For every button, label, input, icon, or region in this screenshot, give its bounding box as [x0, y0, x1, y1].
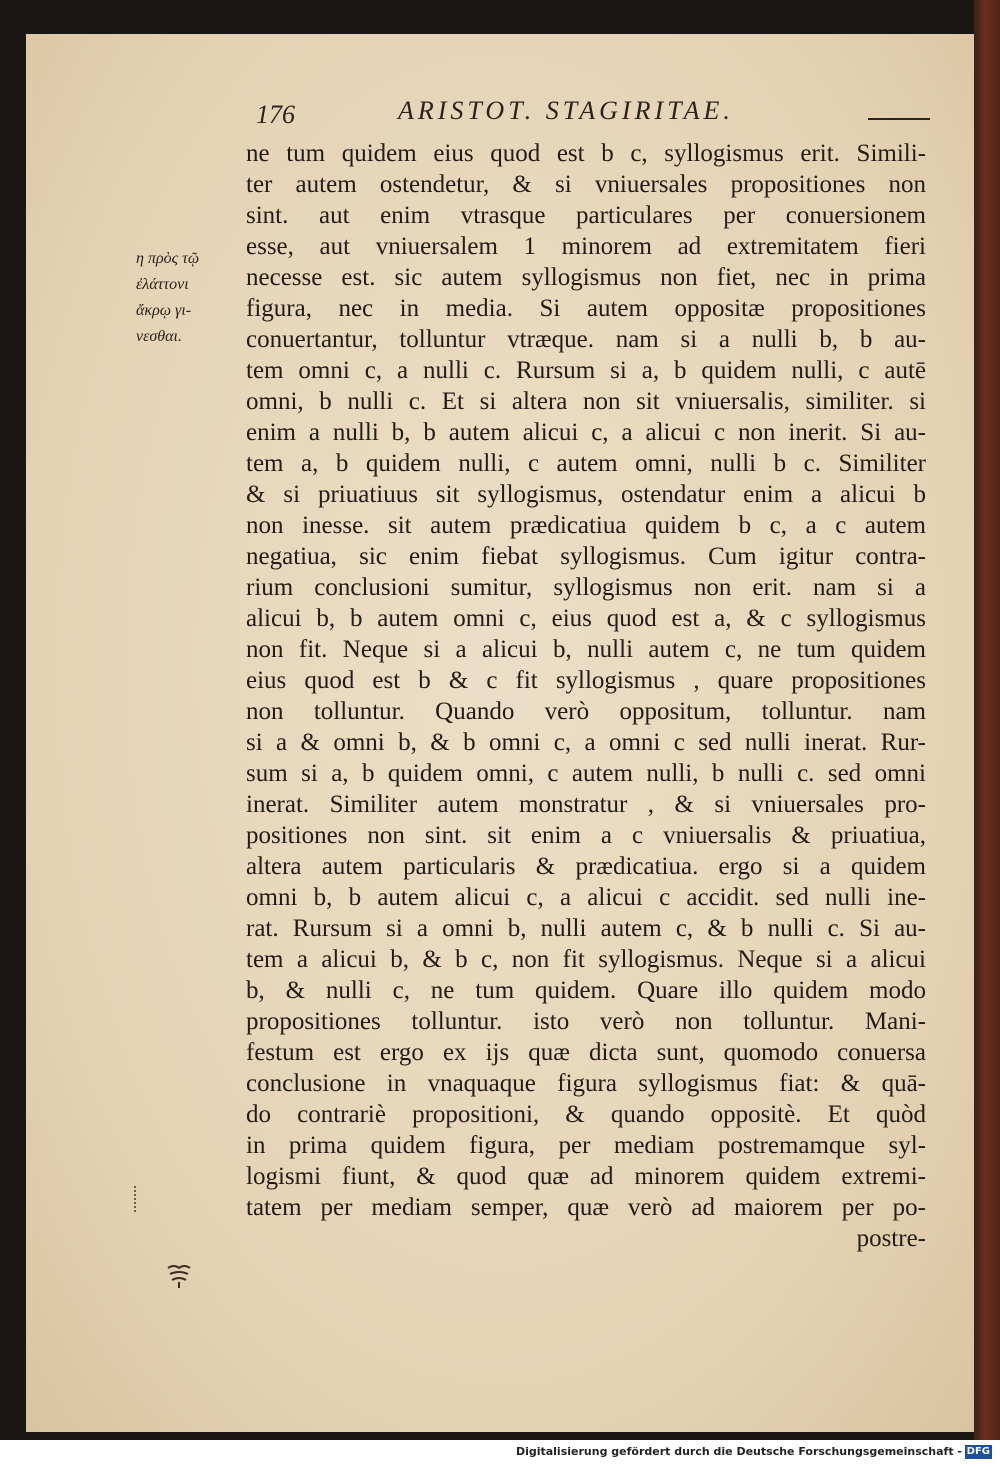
page-number: 176: [256, 100, 295, 129]
book-spine: [974, 0, 1000, 1440]
text-line: omni, b nulli c. Et si altera non sit vniuersalis, similiter. si: [246, 388, 926, 415]
text-line: altera autem particularis & prædicatiua. ergo si a quidem: [246, 853, 926, 880]
footer-credit: Digitalisierung gefördert durch die Deutsche Forschungsgemeinschaft -: [515, 1445, 962, 1458]
marginal-line: ἐλάττονι: [136, 276, 189, 293]
text-line: sint. aut enim vtrasque particulares per conuersionem: [246, 202, 926, 229]
text-line: rium conclusioni sumitur, syllogismus non erit. nam si a: [246, 574, 926, 601]
marginal-note: [136, 246, 236, 350]
text-line: positiones non sint. sit enim a c vniuersalis & priuatiua,: [246, 822, 926, 849]
text-line: eius quod est b & c fit syllogismus , quare propositiones: [246, 667, 926, 694]
text-line: enim a nulli b, b autem alicui c, a alicui c non inerit. Si au-: [246, 419, 926, 446]
text-line: negatiua, sic enim fiebat syllogismus. Cum igitur contra-: [246, 543, 926, 570]
text-line: do contrariè propositioni, & quando oppositè. Et quòd: [246, 1101, 926, 1128]
text-line: b, & nulli c, ne tum quidem. Quare illo quidem modo: [246, 977, 926, 1004]
text-line: logismi fiunt, & quod quæ ad minorem quidem extremi-: [246, 1163, 926, 1190]
text-line: in prima quidem figura, per mediam postremamque syl-: [246, 1132, 926, 1159]
text-line: alicui b, b autem omni c, eius quod est a, & c syllogismus: [246, 605, 926, 632]
text-line: figura, nec in media. Si autem oppositæ propositiones: [246, 295, 926, 322]
marginal-line: η πρὸς τῷ: [136, 250, 200, 267]
text-line: ter autem ostendetur, & si vniuersales propositiones non: [246, 171, 926, 198]
text-line: tem a alicui b, & b c, non fit syllogismus. Neque si a alicui: [246, 946, 926, 973]
digitization-footer: [0, 1440, 1000, 1467]
text-line: ne tum quidem eius quod est b c, syllogismus erit. Simili-: [246, 140, 926, 167]
text-line: conclusione in vnaquaque figura syllogismus fiat: & quā-: [246, 1070, 926, 1097]
text-line: non fit. Neque si a alicui b, nulli autem c, ne tum quidem: [246, 636, 926, 663]
margin-pencil-mark: [134, 1186, 142, 1212]
catchword: postre-: [856, 1225, 926, 1252]
header-rule: [868, 118, 930, 120]
text-line: tem omni c, a nulli c. Rursum si a, b quidem nulli, c autē: [246, 357, 926, 384]
ornament-icon: [166, 1262, 192, 1290]
text-line: sum si a, b quidem omni, c autem nulli, b nulli c. sed omni: [246, 760, 926, 787]
text-line: rat. Rursum si a omni b, nulli autem c, & b nulli c. Si au-: [246, 915, 926, 942]
text-line: non tolluntur. Quando verò oppositum, tolluntur. nam: [246, 698, 926, 725]
text-line: & si priuatiuus sit syllogismus, ostendatur enim a alicui b: [246, 481, 926, 508]
text-line: propositiones tolluntur. isto verò non tolluntur. Mani-: [246, 1008, 926, 1035]
text-line: festum est ergo ex ijs quæ dicta sunt, quomodo conuersa: [246, 1039, 926, 1066]
text-line: omni b, b autem alicui c, a alicui c accidit. sed nulli ine-: [246, 884, 926, 911]
running-title: ARISTOT. STAGIRITAE.: [398, 96, 734, 125]
marginal-line: νεσθαι.: [136, 328, 182, 345]
text-line: inerat. Similiter autem monstratur , & si vniuersales pro-: [246, 791, 926, 818]
text-line: non inesse. sit autem prædicatiua quidem b c, a c autem: [246, 512, 926, 539]
text-line: esse, aut vniuersalem 1 minorem ad extremitatem fieri: [246, 233, 926, 260]
text-line: si a & omni b, & b omni c, a omni c sed nulli inerat. Rur-: [246, 729, 926, 756]
text-line: tatem per mediam semper, quæ verò ad maiorem per po-: [246, 1194, 926, 1221]
marginal-line: ἄκρῳ γι-: [136, 302, 192, 319]
text-line: necesse est. sic autem syllogismus non fiet, nec in prima: [246, 264, 926, 291]
dfg-logo-icon: DFG: [966, 1446, 990, 1457]
page-header: [256, 96, 946, 136]
body-text: [246, 138, 926, 1254]
text-line: conuertantur, tolluntur vtræque. nam si a nulli b, b au-: [246, 326, 926, 353]
text-line: tem a, b quidem nulli, c autem omni, nulli b c. Similiter: [246, 450, 926, 477]
